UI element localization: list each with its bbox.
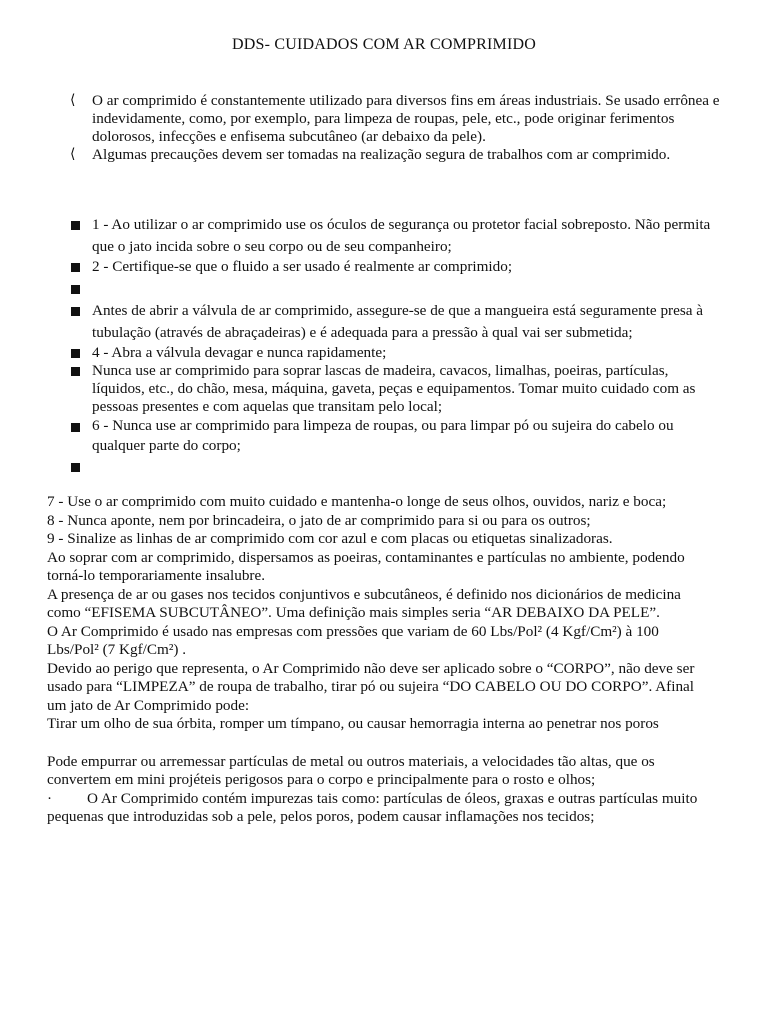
square-bullet-icon [71, 367, 80, 376]
square-bullet-icon [71, 423, 80, 432]
square-bullet-icon [71, 463, 80, 472]
paragraph: Devido ao perigo que representa, o Ar Comprimido não deve ser aplicado sobre o “CORPO”, não deve ser usado para “LIMPEZA” de roupa de trabalho, tirar pó ou sujeira “DO CABELO OU DO CORPO”. Afinal um jato de Ar Comprimido pode: [47, 659, 695, 714]
list-item-text: O ar comprimido é constantemente utilizado para diversos fins em áreas industriais. Se usado errônea e indevidamente, como, por exemplo, para limpeza de roupas, pele, etc., pode originar ferimentos dolorosos, infecções e enfisema subcutâneo (ar debaixo da pele). [92, 92, 720, 145]
list-item-text: 6 - Nunca use ar comprimido para limpeza de roupas, ou para limpar pó ou sujeira do cabelo ou qualquer parte do corpo; [92, 417, 674, 454]
dot-bullet-icon: · [47, 789, 53, 807]
body-text [47, 493, 707, 827]
paragraph: 7 - Use o ar comprimido com muito cuidado e mantenha-o longe de seus olhos, ouvidos, nariz e boca; [47, 493, 667, 510]
list-item [70, 362, 720, 416]
list-item [70, 92, 720, 146]
list-item-text: Nunca use ar comprimido para soprar lascas de madeira, cavacos, limalhas, poeiras, partículas, líquidos, etc., do chão, mesa, máquina, gaveta, peças e equipamentos. Tomar muito cuidado com as pessoas presentes e com aquelas que transitam pelo local; [92, 362, 696, 415]
list-item-text: Antes de abrir a válvula de ar comprimido, assegure-se de que a mangueira está seguramente presa à tubulação (através de abraçadeiras) e é adequada para a pressão à qual vai ser submetida; [92, 302, 704, 341]
list-item-text: 1 - Ao utilizar o ar comprimido use os óculos de segurança ou protetor facial sobreposto. Não permita que o jato incida sobre o seu corpo ou de seu companheiro; [92, 216, 711, 255]
paragraph: 8 - Nunca aponte, nem por brincadeira, o jato de ar comprimido para si ou para os outros; [47, 511, 591, 529]
square-bullet-icon [71, 349, 80, 358]
list-item [70, 300, 720, 344]
list-item [70, 280, 720, 298]
list-item [70, 416, 720, 456]
list-item-text: 2 - Certifique-se que o fluido a ser usado é realmente ar comprimido; [92, 258, 513, 275]
list-item [70, 146, 720, 164]
paragraph: O Ar Comprimido é usado nas empresas com pressões que variam de 60 Lbs/Pol² (4 Kgf/Cm²) à 100 Lbs/Pol² (7 Kgf/Cm²) . [47, 622, 659, 658]
bullet-paragraph [47, 790, 707, 827]
paragraph: 9 - Sinalize as linhas de ar comprimido com cor azul e com placas ou etiquetas sinalizadoras. [47, 530, 613, 547]
square-bullet-icon [71, 285, 80, 294]
paragraph: A presença de ar ou gases nos tecidos conjuntivos e subcutâneos, é definido nos dicionários de medicina como “EFISEMA SUBCUTÂNEO”. Uma definição mais simples seria “AR DEBAIXO DA PELE”. [47, 585, 681, 621]
paragraph: Pode empurrar ou arremessar partículas de metal ou outros materiais, a velocidades tão altas, que os convertem em mini projéteis perigosos para o corpo e principalmente para o rosto e olhos; [47, 752, 655, 788]
precautions-list [70, 214, 720, 476]
paragraph: Tirar um olho de sua órbita, romper um tímpano, ou causar hemorragia interna ao penetrar nos poros [47, 715, 659, 732]
arrow-bullet-icon: ⟨ [70, 147, 76, 162]
list-item [70, 258, 720, 276]
list-item [70, 458, 720, 476]
intro-list [70, 92, 720, 164]
bullet-paragraph-text: O Ar Comprimido contém impurezas tais como: partículas de óleos, graxas e outras partículas muito pequenas que introduzidas sob a pele, pelos poros, podem causar inflamações nos tecidos; [47, 789, 698, 825]
list-item-text: Algumas precauções devem ser tomadas na realização segura de trabalhos com ar comprimido. [92, 146, 671, 163]
square-bullet-icon [71, 263, 80, 272]
square-bullet-icon [71, 221, 80, 230]
arrow-bullet-icon: ⟨ [70, 93, 76, 108]
document-title: DDS- CUIDADOS COM AR COMPRIMIDO [231, 36, 537, 53]
list-item [70, 344, 720, 362]
square-bullet-icon [71, 307, 80, 316]
list-item [70, 214, 720, 258]
paragraph: Ao soprar com ar comprimido, dispersamos as poeiras, contaminantes e partículas no ambiente, podendo torná-lo temporariamente insalubre. [47, 548, 685, 584]
list-item-text: 4 - Abra a válvula devagar e nunca rapidamente; [92, 344, 387, 361]
